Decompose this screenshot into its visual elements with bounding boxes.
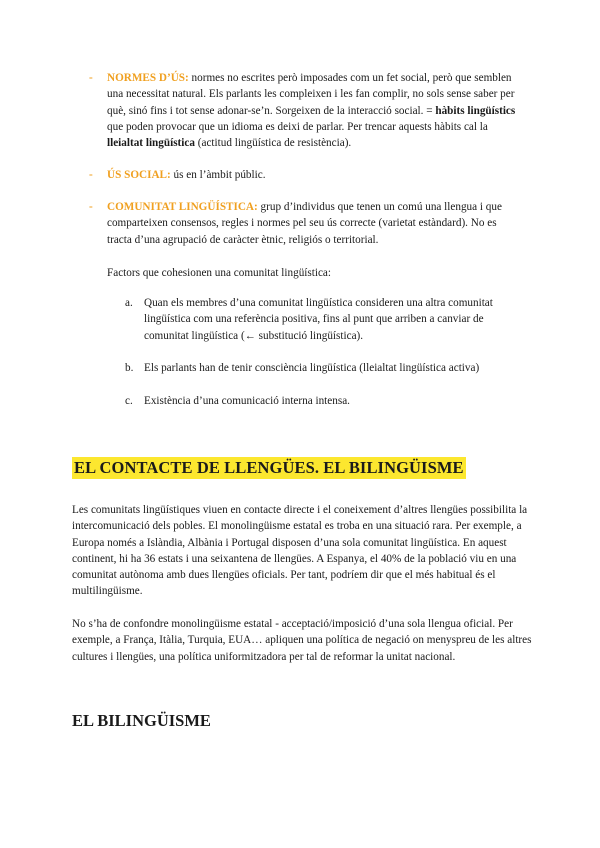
bullet-body: (actitud lingüística de resistència). <box>194 137 352 150</box>
bullet-body: ús en l’àmbit públic. <box>170 169 266 181</box>
list-item <box>125 295 525 344</box>
bullet-us-social <box>89 167 519 183</box>
paragraph: Les comunitats lingüístiques viuen en contacte directe i el coneixement d’altres llengües possibilita la intercomunicació dels pobles. El monolingüisme estatal es troba en una situació rara. Per exemple, a Europa només a Islàndia, Albània i Portugal disposen d’una sola comunitat lingüística. En aquest continent, hi ha 36 estats i una seixantena de llengües. A Espanya, el 40% de la població viu en una comunitat autònoma amb dues llengües oficials. Per tant, podríem dir que el més habitual és el multilingüisme. <box>72 504 528 598</box>
section-heading: EL BILINGÜISME <box>72 711 211 730</box>
list-marker: a. <box>125 297 133 309</box>
section-heading: EL CONTACTE DE LLENGÜES. EL BILINGÜISME <box>74 458 464 477</box>
list-marker: b. <box>125 362 134 374</box>
bullet-body: que poden provocar que un idioma es deixi de parlar. Per trencar aquests hàbits cal la <box>107 120 488 133</box>
list-item <box>125 393 525 409</box>
bullet-body: normes no escrites però imposades com un fet social, però que semblen una necessitat natural. Els parlants les compleixen i les fan complir, no sols sense saber per què, sinó fins i tot sense adonar-se’n. Sorgeixen de la interacció social. = <box>107 72 515 117</box>
list-item-text: Quan els membres d’una comunitat lingüística consideren una altra comunitat lingüística com una referència positiva, fins al punt que arriben a canviar de comunitat lingüística (← substitució lingüística). <box>144 297 493 342</box>
list-item-text: Els parlants han de tenir consciència lingüística (lleialtat lingüística activa) <box>144 362 480 374</box>
bullet-dash: - <box>89 201 93 213</box>
key-term: ÚS SOCIAL: <box>107 169 171 181</box>
bullet-text <box>107 167 519 183</box>
list-item-text: Existència d’una comunicació interna intensa. <box>144 395 350 407</box>
key-term: NORMES D’ÚS: <box>107 72 189 84</box>
bullet-dash: - <box>89 72 93 84</box>
paragraph: No s’ha de confondre monolingüisme estatal - acceptació/imposició d’una sola llengua oficial. Per exemple, a França, Itàlia, Turquia, EUA… apliquen una política de negació on menyspreu de les altres cultures i llengües, una política uniformitzadora per tal de reformar la unitat nacional. <box>72 618 532 663</box>
list-marker: c. <box>125 395 133 407</box>
bullet-normes-us <box>89 70 519 151</box>
bold-term: hàbits lingüístics <box>435 104 516 117</box>
list-item <box>125 360 525 376</box>
bullet-comunitat-linguistica <box>89 199 519 248</box>
bullet-text <box>107 199 519 248</box>
bullet-text <box>107 70 519 151</box>
key-term: COMUNITAT LINGÜÍSTICA: <box>107 201 258 213</box>
bullet-dash: - <box>89 169 93 181</box>
factors-intro: Factors que cohesionen una comunitat lingüística: <box>107 267 332 279</box>
bullet-body: grup d’individus que tenen un comú una llengua i que comparteixen consensos, regles i normes pel seu ús correcte (varietat estàndard). No es tracta d’una agrupació de caràcter ètnic, religiós o territorial. <box>107 201 502 246</box>
bold-term: lleialtat lingüística <box>107 137 195 150</box>
